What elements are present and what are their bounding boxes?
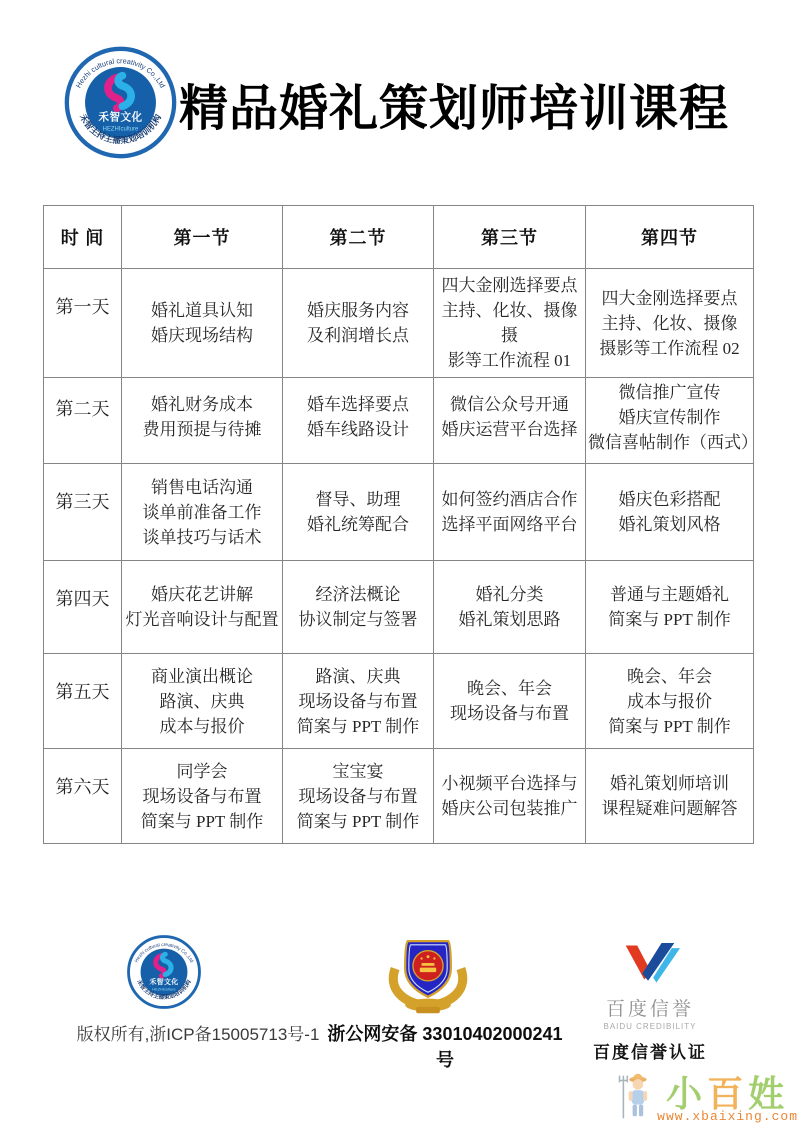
day-cell: 第五天 [44, 654, 122, 749]
course-cell [586, 561, 754, 654]
table-row [44, 371, 758, 464]
course-cell-line: 现场设备与布置 [142, 786, 262, 806]
course-cell [122, 371, 283, 464]
course-cell [434, 749, 586, 844]
course-cell-line: 督导、助理 [315, 490, 401, 509]
course-cell-line: 婚礼策划风格 [618, 515, 721, 534]
course-cell [434, 371, 586, 464]
course-cell-line: 晚会、年会 [467, 679, 552, 698]
course-cell [586, 371, 758, 464]
day-cell: 第一天 [44, 269, 122, 378]
watermark-char: 小 [666, 1073, 708, 1114]
course-cell-line: 同学会 [176, 761, 228, 781]
table-header-cell: 第一节 [122, 206, 283, 269]
course-cell-line: 现场设备与布置 [298, 691, 418, 711]
course-cell [122, 464, 283, 561]
police-badge-icon [382, 932, 474, 1016]
course-cell [122, 561, 283, 654]
course-cell-line: 晚会、年会 [627, 666, 712, 686]
course-cell-line: 现场设备与布置 [298, 786, 418, 806]
course-cell-line: 成本与报价 [159, 716, 245, 736]
course-cell-line: 路演、庆典 [315, 666, 401, 686]
course-cell-line: 商业演出概论 [151, 666, 253, 686]
course-cell-line: 普通与主题婚礼 [610, 585, 729, 604]
course-cell-line: 谈单前准备工作 [142, 502, 262, 522]
course-cell-line: 婚庆花艺讲解 [151, 585, 253, 604]
course-table [43, 205, 758, 844]
course-cell-line: 简案与 PPT 制作 [140, 811, 264, 831]
course-cell-line: 婚礼策划师培训 [610, 774, 729, 793]
course-cell-line: 四大金刚选择要点 [601, 288, 738, 308]
course-cell-line: 简案与 PPT 制作 [608, 610, 731, 629]
day-cell: 第四天 [44, 561, 122, 654]
watermark-char: 百 [707, 1073, 749, 1114]
course-cell-line: 四大金刚选择要点 [441, 276, 578, 295]
course-cell-line: 婚礼分类 [475, 585, 544, 604]
course-cell [283, 561, 434, 654]
course-cell [434, 464, 586, 561]
baidu-credibility-cn: 百度信誉 [605, 999, 694, 1020]
course-cell [283, 269, 434, 378]
course-cell [122, 654, 283, 749]
course-cell-line: 如何签约酒店合作 [441, 490, 578, 509]
table-header-cell: 第四节 [586, 206, 754, 269]
police-record-text: 浙公网安备 33010402000241号 [327, 1024, 563, 1070]
course-cell [434, 269, 586, 378]
course-cell-line: 路演、庆典 [159, 691, 245, 711]
course-cell-line: 销售电话沟通 [151, 477, 253, 497]
table-header-row [44, 206, 754, 269]
course-cell [586, 749, 754, 844]
course-cell [283, 464, 434, 561]
course-cell-line: 婚礼财务成本 [151, 395, 253, 414]
course-cell-line: 婚庆宣传制作 [618, 407, 721, 427]
course-cell-line: 协议制定与签署 [298, 610, 418, 629]
table-header-cell: 时 间 [44, 206, 122, 269]
baidu-credibility-en: BAIDU CREDIBILITY [603, 1022, 697, 1031]
course-cell-line: 婚车线路设计 [307, 420, 409, 439]
course-cell-line: 婚礼策划思路 [458, 610, 561, 629]
course-cell-line: 简案与 PPT 制作 [296, 716, 420, 736]
table-row [44, 654, 754, 749]
course-cell-line: 谈单技巧与话术 [142, 527, 262, 547]
course-cell [586, 654, 754, 749]
course-cell-line: 微信公众号开通 [450, 395, 569, 414]
course-cell [283, 749, 434, 844]
baidu-credibility-block [588, 940, 712, 1063]
course-cell-line: 微信喜帖制作（西式） [588, 432, 758, 452]
course-cell [283, 654, 434, 749]
course-cell-line: 婚庆现场结构 [151, 326, 253, 345]
course-cell [122, 749, 283, 844]
farmer-icon [615, 1066, 655, 1124]
course-cell-line: 小视频平台选择与 [441, 774, 578, 793]
icp-copyright-text: 版权所有,浙ICP备15005713号-1 [76, 1025, 320, 1044]
course-cell-line: 婚庆公司包装推广 [441, 799, 578, 818]
course-cell-line: 及利润增长点 [307, 326, 409, 345]
baidu-cert-label: 百度信誉认证 [593, 1043, 707, 1062]
course-cell-line: 经济法概论 [315, 585, 401, 604]
hezhi-logo-footer [126, 934, 202, 1010]
course-cell-line: 婚庆色彩搭配 [618, 490, 721, 509]
course-cell-line: 婚礼道具认知 [151, 301, 253, 320]
course-cell-line: 主持、化妆、摄像 [601, 313, 738, 333]
course-cell-line: 影等工作流程 01 [447, 351, 572, 370]
course-cell-line: 婚庆服务内容 [307, 301, 409, 320]
page-title: 精品婚礼策划师培训课程 [178, 81, 729, 136]
day-cell: 第六天 [44, 749, 122, 844]
day-cell: 第三天 [44, 464, 122, 561]
course-cell [122, 269, 283, 378]
course-cell-line: 现场设备与布置 [450, 704, 569, 723]
table-row [44, 749, 754, 844]
course-cell-line: 简案与 PPT 制作 [608, 716, 731, 736]
table-header-cell: 第三节 [434, 206, 586, 269]
watermark-text [657, 1073, 798, 1124]
day-cell: 第二天 [44, 371, 122, 464]
table-row [44, 464, 754, 561]
watermark-site-name [666, 1073, 790, 1114]
watermark-site-url: www.xbaixing.com [657, 1109, 798, 1124]
course-cell-line: 婚庆运营平台选择 [441, 420, 578, 439]
site-watermark [615, 1066, 798, 1124]
course-cell-line: 主持、化妆、摄像摄 [441, 301, 578, 345]
course-cell [283, 371, 434, 464]
watermark-char: 姓 [748, 1073, 790, 1114]
course-cell-line: 选择平面网络平台 [441, 515, 578, 534]
course-cell-line: 微信推广宣传 [618, 382, 721, 402]
course-cell-line: 课程疑难问题解答 [601, 799, 738, 818]
table-header-cell: 第二节 [283, 206, 434, 269]
course-cell [434, 561, 586, 654]
baidu-v-icon [618, 940, 682, 992]
course-cell-line: 成本与报价 [627, 691, 712, 711]
course-cell-line: 摄影等工作流程 02 [599, 338, 740, 358]
course-cell-line: 宝宝宴 [332, 761, 384, 781]
course-cell-line: 婚礼统筹配合 [307, 515, 409, 534]
table-row [44, 561, 754, 654]
course-cell [586, 464, 754, 561]
course-cell-line: 费用预提与待摊 [142, 420, 262, 439]
course-cell-line: 简案与 PPT 制作 [296, 811, 420, 831]
course-cell [434, 654, 586, 749]
course-cell-line: 灯光音响设计与配置 [125, 610, 279, 629]
table-row [44, 269, 754, 371]
course-cell [586, 269, 754, 378]
course-cell-line: 婚车选择要点 [307, 395, 409, 414]
